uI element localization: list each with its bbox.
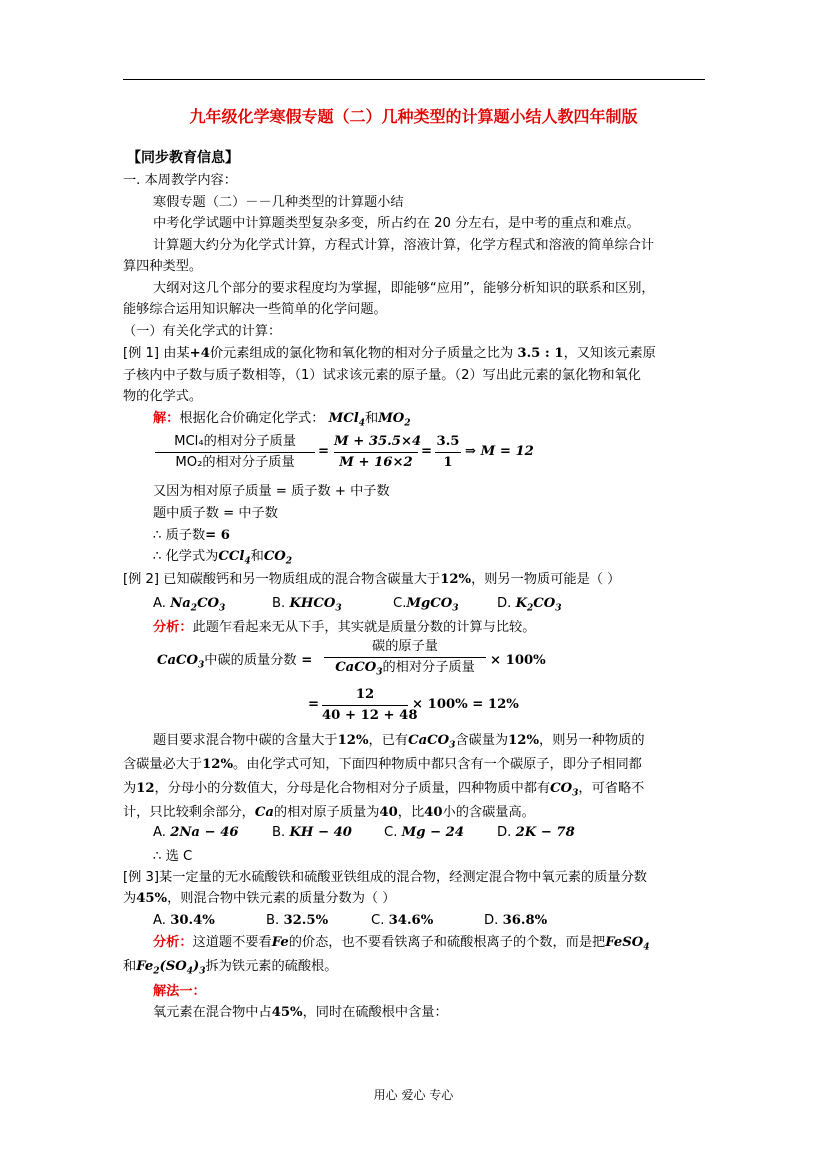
text: 价元素组成的氯化物和氧化物的相对分子质量之比为 — [209, 346, 514, 361]
paragraph — [123, 803, 535, 823]
text: 题目要求混合物中碳的含量大于 — [153, 733, 338, 748]
formula: FeSO$_4$ — [605, 935, 650, 953]
fraction — [155, 433, 315, 472]
math: 45% — [136, 891, 168, 906]
denominator: MO₂的相对分子质量 — [175, 455, 295, 470]
formula: $CO_2$ — [263, 549, 293, 567]
solution-line — [153, 526, 230, 546]
text: 氧元素在混合物中占 — [153, 1005, 272, 1020]
text: 为 — [123, 891, 137, 906]
equals: = — [308, 697, 320, 712]
subsection-heading: （一）有关化学式的计算： — [123, 324, 282, 339]
solution-line: 题中质子数 = 中子数 — [153, 506, 278, 521]
math: 12 — [136, 781, 155, 796]
math: 12% — [337, 733, 369, 748]
text: [例 1] 由某 — [123, 346, 190, 361]
equals: = — [296, 653, 313, 668]
text: ，可省略不 — [578, 781, 645, 796]
numerator: 碳的原子量 — [372, 639, 438, 654]
text: 中碳的质量分数 — [204, 653, 297, 668]
equation-right: × 100% — [490, 653, 546, 668]
option-d — [497, 594, 562, 619]
fraction — [322, 686, 418, 725]
option-value: 2Na − 46 — [170, 825, 239, 840]
paragraph: 能够综合运用知识解决一些简单的化学问题。 — [123, 302, 387, 317]
option-d — [497, 823, 575, 843]
text: ，则另一物质可能是（ ） — [471, 572, 621, 587]
option-c — [393, 594, 458, 619]
math: 40 — [379, 805, 398, 820]
text: ，又知该元素原 — [563, 346, 656, 361]
paragraph: 算四种类型。 — [123, 259, 203, 274]
solution-line — [153, 547, 292, 572]
option-label: A. — [153, 913, 166, 928]
text: 根据化合价确定化学式： — [179, 411, 325, 426]
text: 的相对分子质量 — [382, 660, 475, 675]
fraction-bar — [435, 452, 461, 453]
header-rule — [123, 79, 705, 80]
math: 12% — [202, 757, 234, 772]
option-label: B. — [272, 596, 286, 611]
option-value: Mg − 24 — [401, 825, 465, 840]
denominator: 40 + 12 + 48 — [322, 708, 418, 723]
fraction — [324, 638, 486, 682]
numerator: MCl₄的相对分子质量 — [174, 434, 296, 449]
math: 45% — [271, 1005, 303, 1020]
formula: Fe — [271, 935, 289, 950]
example-3-line: [例 3]某一定量的无水硫酸铁和硫酸亚铁组成的混合物，经测定混合物中氧元素的质量分数 — [123, 870, 647, 885]
text: ，则混合物中铁元素的质量分数为（ ） — [167, 891, 396, 906]
text: ∴ 质子数 — [153, 528, 206, 543]
solution-line — [153, 409, 411, 434]
text: 和 — [123, 959, 137, 974]
text: 计，只比较剩余部分， — [123, 805, 255, 820]
option-a — [153, 823, 239, 843]
text: ，同时在硫酸根中含量： — [302, 1005, 448, 1020]
option-value: 32.5% — [283, 913, 329, 928]
text: 拆为铁元素的硫酸根。 — [205, 959, 338, 974]
fraction — [334, 433, 422, 472]
math: +4 — [189, 346, 210, 361]
page-footer: 用心 爱心 专心 — [373, 1088, 454, 1102]
option-a — [153, 594, 225, 619]
option-label: D. — [497, 596, 512, 611]
answer-line: ∴ 选 C — [153, 849, 193, 864]
math: 40 — [424, 805, 443, 820]
fraction-bar — [155, 452, 315, 453]
option-label: C. — [393, 596, 407, 611]
formula: $KHCO_3$ — [289, 596, 342, 614]
text: ，分母小的分数值大，分母是化合物相对分子质量，四种物质中都有 — [154, 781, 551, 796]
formula: $Fe_2(SO_4)_3$ — [136, 959, 206, 977]
analysis-line — [123, 957, 337, 982]
analysis-line — [153, 618, 535, 638]
math: 12% — [508, 733, 540, 748]
text: 和 — [365, 411, 379, 426]
fraction-bar — [334, 452, 418, 453]
text: 和 — [250, 549, 264, 564]
formula: CaCO$_3$ — [335, 660, 383, 678]
option-label: A. — [153, 596, 166, 611]
text: ，比 — [397, 805, 425, 820]
option-a — [153, 911, 215, 931]
formula: $Na_2CO_3$ — [170, 596, 226, 614]
option-label: C. — [384, 825, 398, 840]
solution-line: 又因为相对原子质量 = 质子数 + 中子数 — [153, 484, 390, 499]
text: 。由化学式可知，下面四种物质中都只含有一个碳原子，即分子相同都 — [233, 757, 642, 772]
example-2-line — [123, 570, 620, 590]
method-label-text: 解法一： — [153, 984, 206, 999]
option-c — [384, 823, 464, 843]
option-b — [272, 823, 352, 843]
text: 为 — [123, 781, 137, 796]
text: ，已有 — [368, 733, 409, 748]
analysis-label: 分析： — [153, 620, 193, 635]
formula: $MO_2$ — [378, 411, 411, 429]
math: 12% — [440, 572, 472, 587]
option-label: B. — [266, 913, 280, 928]
fraction-bar — [324, 657, 486, 658]
formula: $CO_3$ — [550, 781, 579, 799]
paragraph — [123, 779, 644, 804]
equals: = — [318, 444, 330, 459]
option-value: 30.4% — [170, 913, 215, 928]
text: ∴ 化学式为 — [153, 549, 219, 564]
section-heading: 【同步教育信息】 — [127, 150, 239, 166]
formula: Ca — [254, 805, 274, 820]
option-c — [371, 911, 433, 931]
paragraph — [123, 755, 642, 775]
solution-label: 解： — [153, 411, 180, 426]
option-label: D. — [484, 913, 499, 928]
option-d — [484, 911, 547, 931]
text: 含碳量为 — [455, 733, 509, 748]
text: 的价态，也不要看铁离子和硫酸根离子的个数，而是把 — [288, 935, 606, 950]
paragraph: 大纲对这几个部分的要求程度均为掌握，即能够“应用”，能够分析知识的联系和区别， — [153, 281, 655, 296]
analysis-label: 分析： — [153, 935, 193, 950]
option-label: D. — [497, 825, 512, 840]
text: 含碳量必大于 — [123, 757, 203, 772]
text: [例 2] 已知碳酸钙和另一物质组成的混合物含碳量大于 — [123, 572, 441, 587]
formula: MCl$_4$ — [328, 411, 366, 429]
option-label: A. — [153, 825, 166, 840]
formula: CaCO$_3$ — [408, 733, 456, 751]
denominator: 1 — [443, 455, 453, 470]
document-title: 九年级化学寒假专题（二）几种类型的计算题小结人教四年制版 — [189, 107, 638, 126]
paragraph: 中考化学试题中计算题类型复杂多变，所占约在 20 分左右，是中考的重点和难点。 — [153, 216, 640, 231]
equation-right: × 100% = 12% — [412, 697, 519, 712]
paragraph — [153, 1003, 448, 1023]
denominator — [324, 659, 486, 682]
text: 这道题不要看 — [192, 935, 272, 950]
denominator: M + 16×2 — [339, 455, 413, 470]
text: ，则另一种物质的 — [539, 733, 645, 748]
text: 小的含碳量高。 — [442, 805, 535, 820]
text: 此题乍看起来无从下手，其实就是质量分数的计算与比较。 — [192, 620, 536, 635]
math: 3.5 : 1 — [517, 346, 564, 361]
paragraph: 计算题大约分为化学式计算，方程式计算，溶液计算，化学方程式和溶液的简单综合计 — [153, 238, 655, 253]
option-label: B. — [272, 825, 286, 840]
math: = 6 — [205, 528, 230, 543]
result: ⇒ M = 12 — [465, 444, 534, 459]
formula: CaCO$_3$ — [157, 653, 205, 671]
option-value: KH − 40 — [289, 825, 352, 840]
equation-left — [157, 651, 312, 676]
formula: MgCO$_3$ — [406, 596, 459, 614]
option-value: 34.6% — [388, 913, 434, 928]
paragraph: 一. 本周教学内容： — [123, 173, 237, 188]
numerator: M + 35.5×4 — [334, 434, 422, 449]
example-1-line: 子核内中子数与质子数相等，（1）试求该元素的原子量。（2）写出此元素的氯化物和氧化 — [123, 368, 641, 383]
fraction — [435, 433, 461, 472]
option-b — [266, 911, 328, 931]
equals: = — [421, 444, 433, 459]
option-value: 2K − 78 — [515, 825, 575, 840]
paragraph: 寒假专题（二）－－几种类型的计算题小结 — [153, 195, 404, 210]
text: 的相对原子质量为 — [273, 805, 380, 820]
analysis-line — [153, 933, 650, 958]
numerator: 12 — [355, 687, 375, 702]
example-3-line — [123, 889, 395, 909]
formula: CCl$_4$ — [218, 549, 251, 567]
option-value: 36.8% — [502, 913, 548, 928]
method-label — [153, 982, 206, 1002]
formula: $K_2CO_3$ — [515, 596, 562, 614]
option-b — [272, 594, 342, 619]
numerator: 3.5 — [436, 434, 460, 449]
example-1-line: 物的化学式。 — [123, 389, 203, 404]
option-label: C. — [371, 913, 385, 928]
example-1-line — [123, 344, 656, 364]
fraction-bar — [322, 705, 408, 706]
paragraph — [153, 731, 645, 756]
